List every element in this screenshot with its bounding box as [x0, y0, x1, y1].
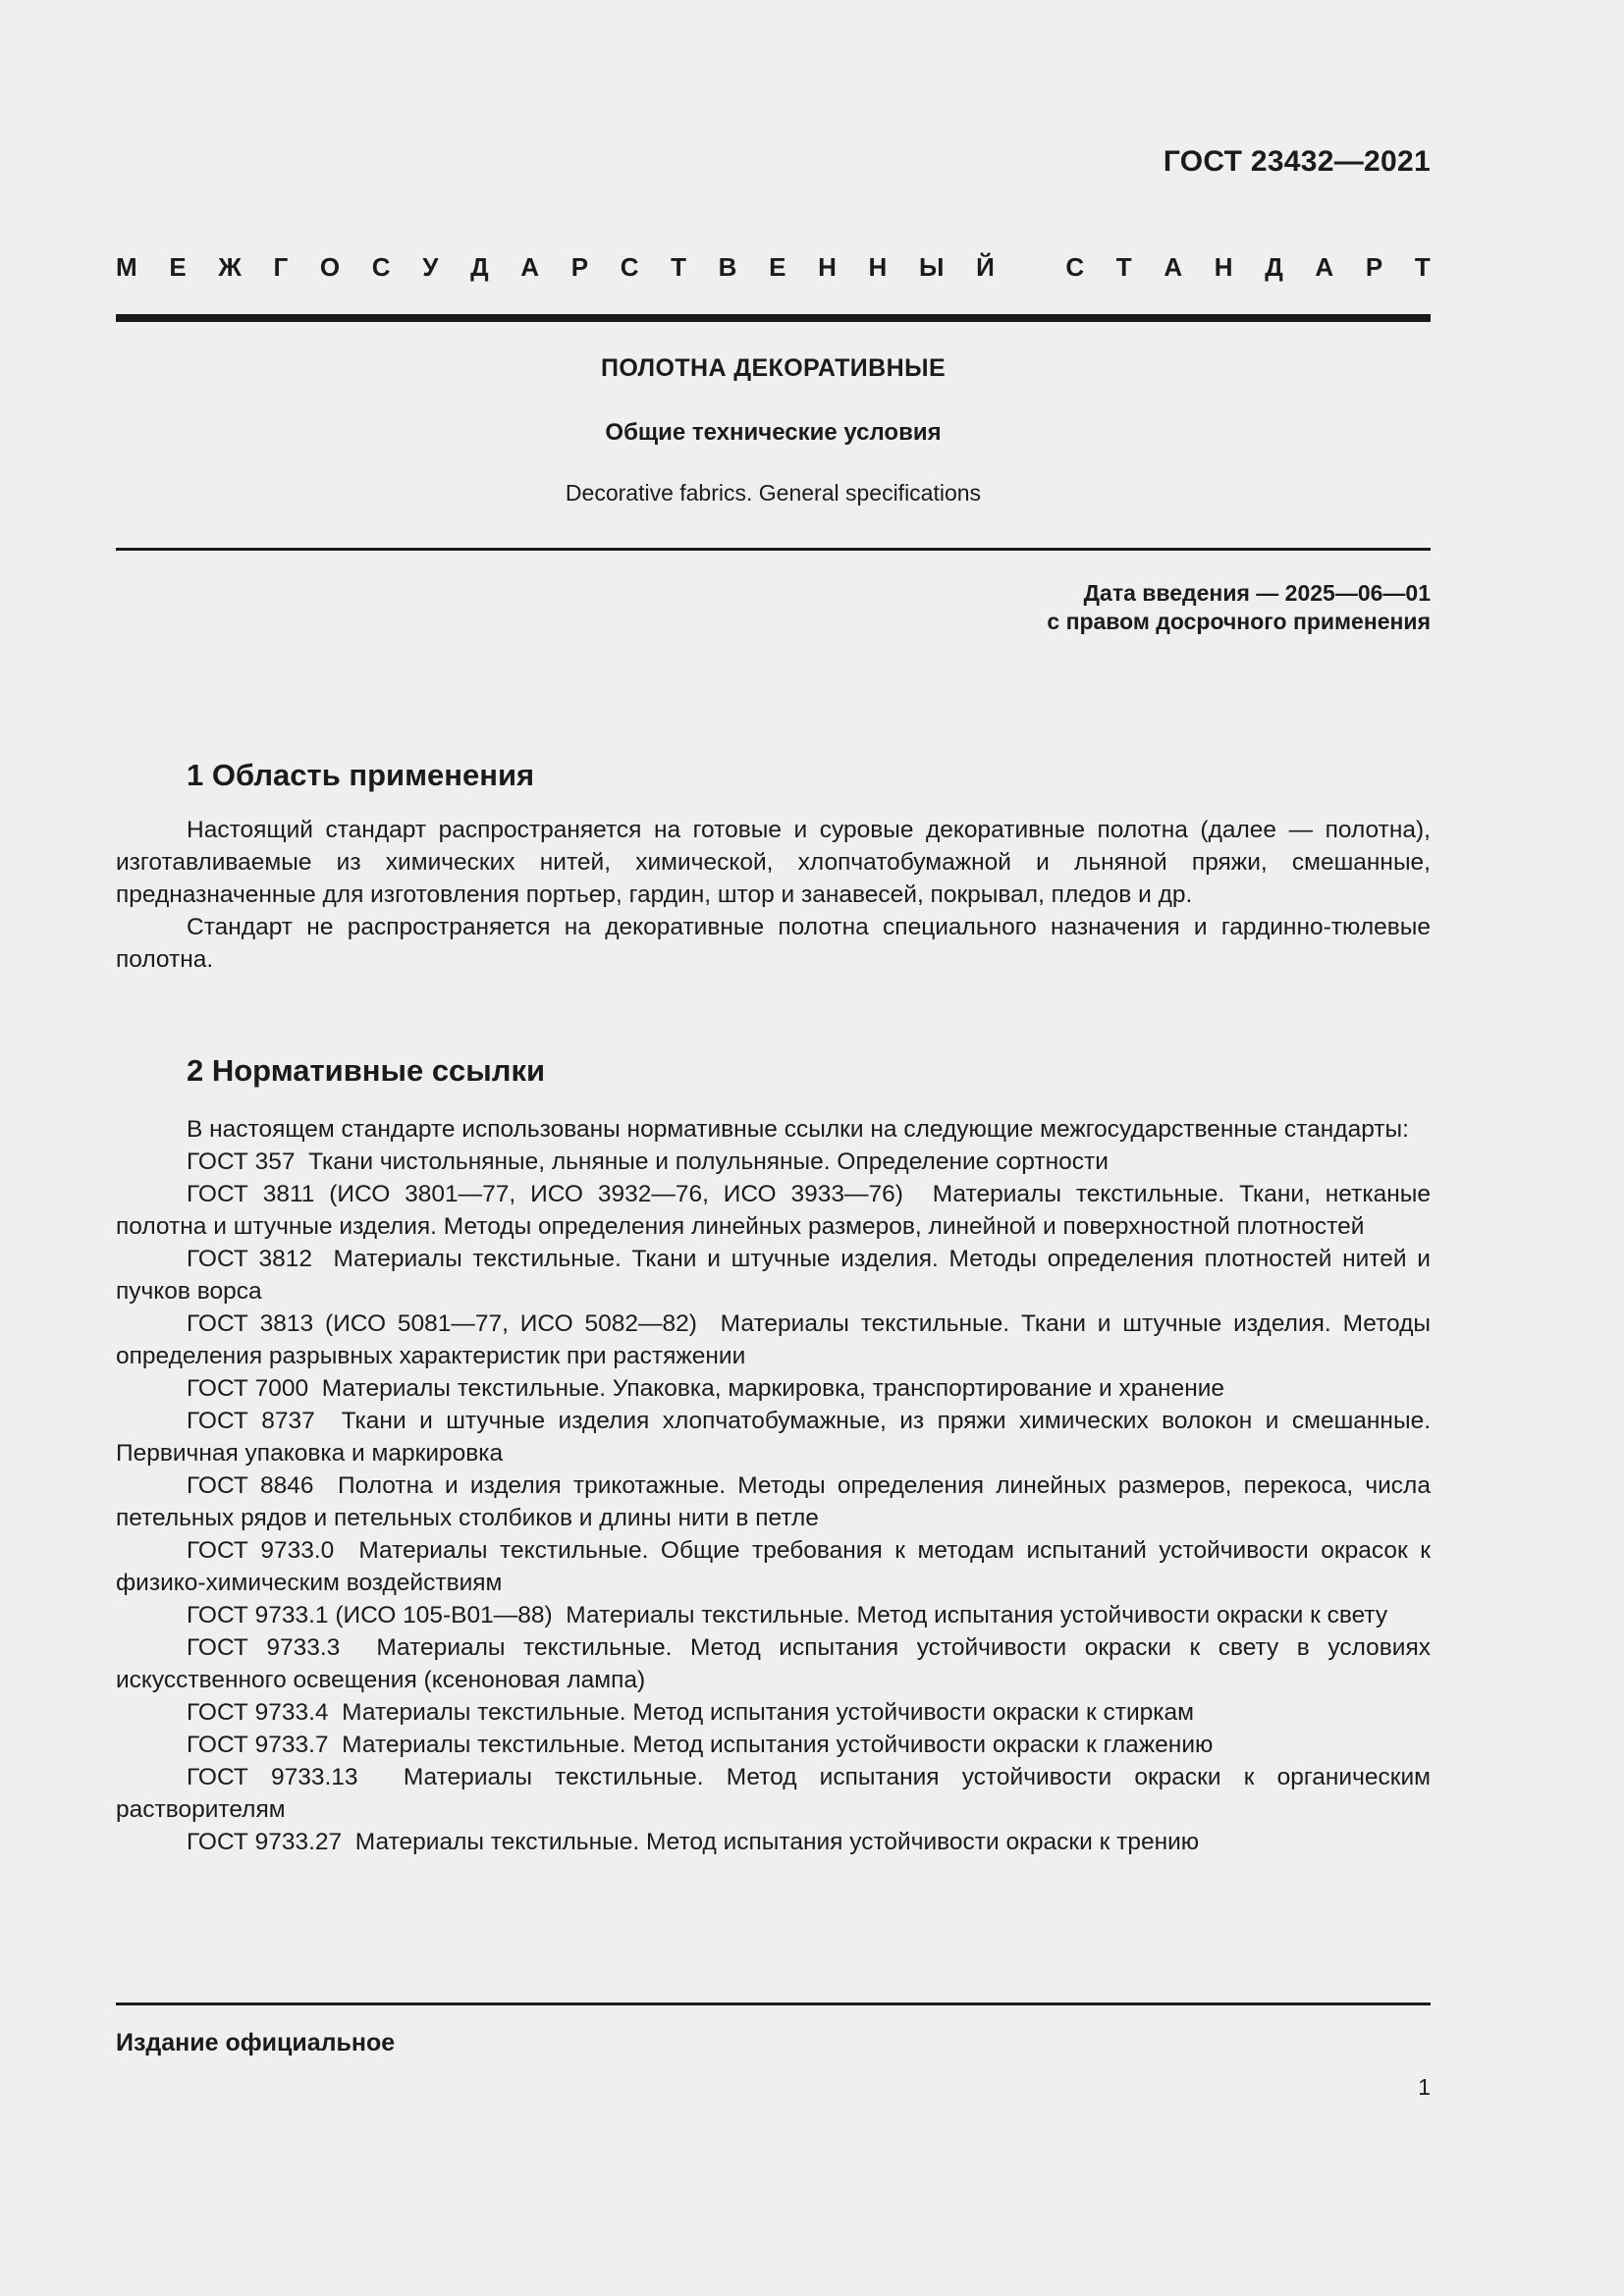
document-title: ПОЛОТНА ДЕКОРАТИВНЫЕ: [600, 354, 947, 382]
section-2-intro: В настоящем стандарте использованы нормативные ссылки на следующие межгосударственные стандарты:: [187, 1116, 1409, 1143]
standard-type-letter: Н: [1214, 252, 1233, 282]
standard-type-letter: Е: [769, 252, 786, 282]
official-edition-label: Издание официальное: [116, 2029, 396, 2056]
normative-reference: [116, 1599, 1431, 1631]
reference-title: Материалы текстильные. Общие требования к методам испытаний устойчивости окрасок к физико-химическим воздействиям: [116, 1537, 1431, 1596]
header-divider: [116, 314, 1431, 322]
normative-reference: [116, 1534, 1431, 1599]
standard-type-letter: О: [319, 252, 341, 282]
reference-title: Материалы текстильные. Ткани и штучные изделия. Методы определения плотностей нитей и пучков ворса: [116, 1246, 1431, 1305]
standard-type-letter: А: [1315, 252, 1334, 282]
reference-code: ГОСТ 357: [187, 1148, 296, 1175]
standard-type-letter: Р: [570, 252, 589, 282]
introduction-date-line: Дата введения — 2025—06—01: [1083, 580, 1431, 606]
standard-type-letter: [1026, 252, 1033, 283]
reference-title: Материалы текстильные. Метод испытания устойчивости окраски к свету в условиях искусственного освещения (ксеноновая лампа): [116, 1634, 1431, 1693]
reference-title: Ткани и штучные изделия хлопчатобумажные, из пряжи химических волокон и смешанные. Первичная упаковка и маркировка: [116, 1408, 1432, 1467]
normative-reference: [116, 1405, 1431, 1469]
reference-title: Материалы текстильные. Метод испытания устойчивости окраски к стиркам: [342, 1699, 1194, 1726]
standard-type-letter: Е: [169, 252, 187, 282]
reference-code: ГОСТ 3813 (ИСО 5081—77, ИСО 5082—82): [187, 1310, 697, 1337]
standard-type-letter: Ы: [918, 252, 945, 282]
standard-type-letter: Д: [1265, 252, 1283, 282]
standard-type-letter: Д: [470, 252, 489, 282]
early-application-note: с правом досрочного применения: [1047, 609, 1431, 634]
document-subtitle: Общие технические условия: [605, 419, 942, 446]
reference-code: ГОСТ 8846: [187, 1472, 314, 1499]
normative-reference: [116, 1469, 1431, 1534]
normative-reference: [116, 1146, 1431, 1178]
title-divider: [116, 548, 1431, 551]
reference-code: ГОСТ 9733.7: [187, 1732, 329, 1758]
standard-type-letter: С: [1065, 252, 1085, 282]
reference-code: ГОСТ 8737: [187, 1408, 315, 1434]
standard-type-letter: А: [1164, 252, 1183, 282]
normative-reference: [116, 1308, 1431, 1372]
introduction-date: [1047, 579, 1431, 636]
reference-code: ГОСТ 9733.13: [187, 1764, 358, 1790]
normative-reference: [116, 1761, 1431, 1826]
standard-type-letter: Й: [976, 252, 995, 282]
reference-code: ГОСТ 9733.3: [187, 1634, 341, 1661]
standard-type-letter: С: [620, 252, 639, 282]
reference-code: ГОСТ 3811 (ИСО 3801—77, ИСО 3932—76, ИСО 3933—76): [187, 1181, 903, 1207]
standard-type-letter: В: [718, 252, 737, 282]
section-1-paragraph: Стандарт не распространяется на декоративные полотна специального назначения и гардинно-тюлевые полотна.: [116, 914, 1431, 973]
normative-reference: [116, 1729, 1431, 1761]
document-title-english: Decorative fabrics. General specifications: [565, 480, 982, 506]
normative-reference: [116, 1372, 1431, 1405]
reference-title: Материалы текстильные. Метод испытания устойчивости окраски к глажению: [342, 1732, 1214, 1758]
reference-code: ГОСТ 9733.27: [187, 1829, 343, 1855]
page-number: 1: [1418, 2074, 1431, 2100]
standard-type-letter: М: [116, 252, 137, 282]
section-2-heading: 2 Нормативные ссылки: [187, 1053, 546, 1088]
standard-type-letter: С: [371, 252, 391, 282]
standard-type-letter: У: [422, 252, 439, 282]
reference-code: ГОСТ 3812: [187, 1246, 313, 1272]
standard-type-letter: Ж: [218, 252, 242, 282]
standard-type-letter: Н: [818, 252, 837, 282]
section-1-heading: 1 Область применения: [187, 758, 535, 792]
reference-title: Ткани чистольняные, льняные и полульняные. Определение сортности: [308, 1148, 1109, 1175]
section-2-body: [116, 1113, 1431, 1858]
standard-type-letter: Т: [1115, 252, 1132, 282]
normative-reference: [116, 1178, 1431, 1243]
normative-reference: [116, 1826, 1431, 1858]
standard-type-letter: Т: [1414, 252, 1431, 282]
reference-code: ГОСТ 9733.0: [187, 1537, 335, 1564]
document-page: [116, 0, 1431, 2296]
reference-title: Материалы текстильные. Ткани, нетканые полотна и штучные изделия. Методы определения линейных размеров, линейной и поверхностной плотностей: [116, 1181, 1431, 1240]
reference-title: Материалы текстильные. Метод испытания устойчивости окраски к свету: [566, 1602, 1388, 1629]
reference-title: Материалы текстильные. Упаковка, маркировка, транспортирование и хранение: [321, 1375, 1225, 1402]
section-1-paragraph: Настоящий стандарт распространяется на готовые и суровые декоративные полотна (далее — полотна), изготавливаемые из химических нитей, химической, хлопчатобумажной и льняной пряжи, смешанные, предназначенные для изготовления портьер, гардин, штор и занавесей, покрывал, пледов и др.: [116, 817, 1431, 908]
reference-code: ГОСТ 9733.4: [187, 1699, 329, 1726]
reference-title: Материалы текстильные. Метод испытания устойчивости окраски к органическим растворителям: [116, 1764, 1431, 1823]
section-1-body: [116, 814, 1431, 976]
standard-type-letter: Т: [671, 252, 687, 282]
normative-reference: [116, 1696, 1431, 1729]
footer-divider: [116, 2002, 1431, 2005]
reference-title: Материалы текстильные. Метод испытания устойчивости окраски к трению: [354, 1829, 1200, 1855]
normative-reference: [116, 1631, 1431, 1696]
reference-code: ГОСТ 7000: [187, 1375, 309, 1402]
reference-title: Полотна и изделия трикотажные. Методы определения линейных размеров, перекоса, числа петельных рядов и петельных столбиков и длины нити в петле: [116, 1472, 1431, 1531]
document-code: ГОСТ 23432—2021: [1163, 145, 1431, 178]
normative-reference: [116, 1243, 1431, 1308]
reference-title: Материалы текстильные. Ткани и штучные изделия. Методы определения разрывных характеристик при растяжении: [116, 1310, 1432, 1369]
reference-code: ГОСТ 9733.1 (ИСО 105-В01—88): [187, 1602, 553, 1629]
standard-type-letter: Н: [868, 252, 888, 282]
standard-type-heading: [116, 252, 1431, 283]
standard-type-letter: Р: [1365, 252, 1383, 282]
standard-type-letter: А: [520, 252, 540, 282]
standard-type-letter: Г: [273, 252, 289, 282]
